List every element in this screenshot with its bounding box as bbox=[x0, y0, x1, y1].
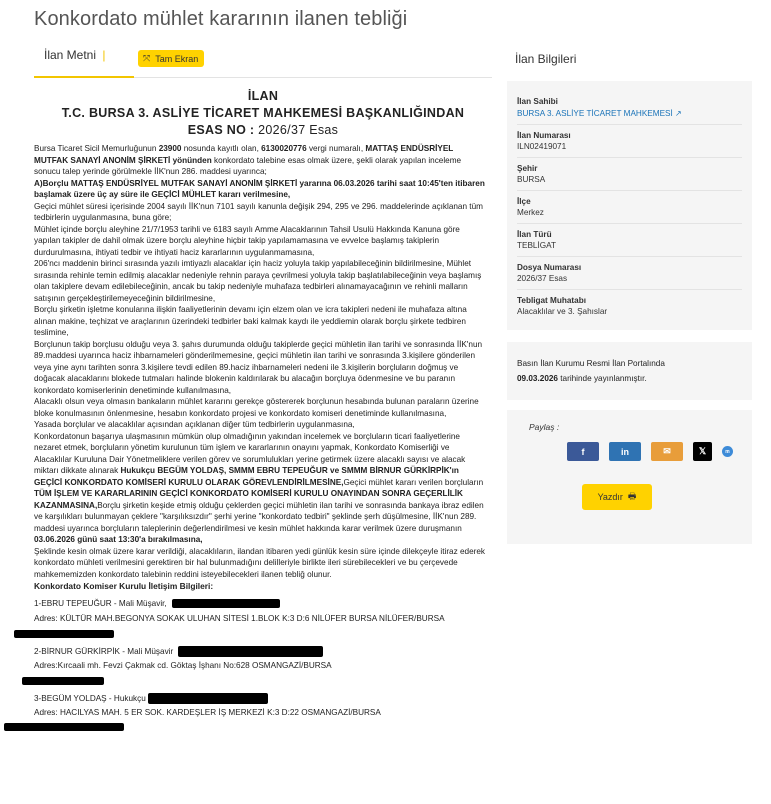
redaction-line bbox=[22, 675, 492, 687]
doc-heading-ilan: İLAN bbox=[247, 89, 279, 103]
komiser-2-name: 2-BİRNUR GÜRKİRPİK - Mali Müşavir bbox=[34, 647, 174, 656]
doc-paragraph: Bursa Ticaret Sicil Memurluğunun 23900 nosunda kayıtlı olan, 6130020776 vergi numaralı, MATTAŞ ENDÜSRİYEL MUTFAK SANAYİ ANONİM ŞİRKETİ yönünden konkordato talebine esas olmak üzere, şekli olarak yapılan inceleme sonucu talep yerinde görülmekle İİK'nun 286. maddesi uyarınca; bbox=[34, 144, 462, 176]
redaction-bar bbox=[172, 599, 280, 608]
info-row-ilce bbox=[517, 191, 742, 224]
x-icon: 𝕏 bbox=[698, 446, 707, 456]
tab-ilan-metni[interactable] bbox=[44, 48, 106, 62]
linkedin-share-button[interactable] bbox=[609, 442, 641, 461]
info-label: Tebligat Muhatabı bbox=[517, 296, 586, 305]
komiser-1 bbox=[34, 598, 492, 610]
ilan-sahibi-value: BURSA 3. ASLİYE TİCARET MAHKEMESİ bbox=[517, 109, 673, 118]
redaction-line bbox=[4, 721, 492, 733]
linkedin-icon: in bbox=[621, 446, 629, 457]
announcement-document bbox=[34, 78, 492, 733]
external-link-icon: ↗ bbox=[675, 109, 682, 118]
fullscreen-button[interactable] bbox=[138, 50, 204, 67]
expand-icon: ⤧ bbox=[143, 53, 151, 63]
publish-info bbox=[507, 342, 752, 400]
page-title: Konkordato mühlet kararının ilanen tebliği bbox=[34, 8, 408, 30]
tab-bar bbox=[34, 42, 492, 78]
info-label: İlan Numarası bbox=[517, 131, 571, 140]
printer-icon: 🖶 bbox=[627, 491, 637, 501]
doc-paragraph: Yasada borçlular ve alacaklılar açısından açıklanan diğer tüm tedbirlerin uygulanmasına, bbox=[34, 420, 355, 429]
komiser-1-name: 1-EBRU TEPEUĞUR - Mali Müşavir, bbox=[34, 599, 167, 608]
komiser-2-address: Adres:Kırcaali mh. Fevzi Çakmak cd. Göktaş İşhanı No:628 OSMANGAZİ/BURSA bbox=[34, 661, 332, 670]
doc-paragraph: A)Borçlu MATTAŞ ENDÜSRİYEL MUTFAK SANAYİ ANONİM ŞİRKETİ yararına 06.03.2026 tarihi saat 10:45'ten itibaren başlamak üzere üç ay süre ile GEÇİCİ MÜHLET kararı verilmesine, bbox=[34, 178, 485, 199]
esas-value: 2026/37 Esas bbox=[258, 123, 339, 137]
info-label: İlan Türü bbox=[517, 230, 552, 239]
email-share-button[interactable] bbox=[651, 442, 683, 461]
info-value: 2026/37 Esas bbox=[517, 274, 568, 283]
doc-heading-esas bbox=[34, 122, 492, 139]
sidebar-title: İlan Bilgileri bbox=[515, 52, 577, 66]
info-value: Merkez bbox=[517, 208, 544, 217]
komiser-3-name: 3-BEGÜM YOLDAŞ - Hukukçu bbox=[34, 694, 146, 703]
doc-body bbox=[34, 143, 492, 580]
esas-label: ESAS NO : bbox=[187, 123, 255, 137]
doc-paragraph: Mühlet içinde borçlu aleyhine 21/7/1953 tarihli ve 6183 sayılı Amme Alacaklarının Tahsil Usulü Hakkında Kanuna göre yapılan takipler de dahil olmak üzere borçlu aleyhine hiçbir takip yapılamamasına ve evvelce başlamış takiplerin durdurulmasına, ihtiyati tedbir ve ihtiyati haciz kararlarının uygulanmamasına, bbox=[34, 224, 460, 257]
redaction-bar bbox=[148, 693, 268, 704]
info-label: Şehir bbox=[517, 164, 538, 173]
doc-paragraph: Borçlunun takip borçlusu olduğu veya 3. şahıs durumunda olduğu takiplerde geçici mühletin ilan tarihi ve sonrasında İİK'nun 89.maddesi uyarınca haciz ihbarnameleri gönderilmemesine, geçici mühletin ilan tarihi ve sonrasında 3.kişilere gönderilen veya yine aynı tarihten sonra 3.kişilere tevdi edilen 89.haciz ihbarnameleri nedeni ile 3.kişilerin borçluların doğmuş ve doğacak alacaklarını blokede tutmaları halinde blokenin kaldırılarak bu alacağın borçluya ödenmesine ve bu paranın konkordato komiserlerinin denetiminde kullanılmasına, bbox=[34, 339, 483, 395]
doc-paragraph: Şeklinde kesin olmak üzere karar verildiği, alacaklıların, ilandan itibaren yedi günlük kesin süre içinde dilekçeyle itiraz ederek konkordato mühleti verilmesini gerektiren bir hal bulunmadığını delilleriyle birlikte ileri sürebilecekleri ve bu çerçevede mahkememizden konkordato talebinin reddini isteyebilecekleri ilanen tebliğ olunur. bbox=[34, 546, 485, 579]
envelope-icon: ✉ bbox=[663, 446, 671, 456]
mastodon-share-button[interactable] bbox=[722, 446, 733, 457]
share-box bbox=[507, 410, 752, 544]
publish-date-line bbox=[517, 371, 742, 386]
info-value: ILN02419071 bbox=[517, 142, 567, 151]
info-label: İlan Sahibi bbox=[517, 97, 558, 106]
share-label: Paylaş : bbox=[529, 422, 560, 432]
facebook-icon: f bbox=[581, 446, 585, 457]
mastodon-icon: m bbox=[725, 448, 730, 455]
komiser-contact-section bbox=[34, 580, 492, 733]
info-label: Dosya Numarası bbox=[517, 263, 582, 272]
ilan-sahibi-link[interactable] bbox=[517, 108, 742, 118]
info-label: İlçe bbox=[517, 197, 531, 206]
publish-text: Basın İlan Kurumu Resmi İlan Portalında bbox=[517, 359, 665, 368]
redaction-bar bbox=[178, 646, 323, 657]
tab-separator: | bbox=[102, 48, 106, 62]
publish-text-suffix: tarihinde yayınlanmıştır. bbox=[557, 374, 647, 383]
print-label: Yazdır bbox=[597, 492, 623, 502]
info-row-ilan-numarasi bbox=[517, 125, 742, 158]
info-row-sehir bbox=[517, 158, 742, 191]
info-box bbox=[507, 81, 752, 330]
doc-paragraph: Alacaklı olsun veya olmasın bankaların mühlet kararını gerekçe göstererek borçlunun hesabında bulunan paraların üzerine bloke konulmasının önlenmesine, hesabın konkordato projesi ve konkordato komiseri denetiminde kullanılmasına, bbox=[34, 397, 479, 418]
publish-date: 09.03.2026 bbox=[517, 374, 558, 383]
komiser-title: Konkordato Komiser Kurulu İletişim Bilgileri: bbox=[34, 581, 214, 591]
x-share-button[interactable] bbox=[693, 442, 712, 461]
komiser-2 bbox=[34, 646, 492, 658]
print-button[interactable] bbox=[582, 484, 652, 510]
info-row-tebligat-muhatabi bbox=[517, 290, 742, 322]
komiser-3-address: Adres: HACILYAS MAH. 5 ER SOK. KARDEŞLER İŞ MERKEZİ K:3 D:22 OSMANGAZİ/BURSA bbox=[34, 708, 381, 717]
redaction-line bbox=[14, 628, 492, 640]
doc-paragraph: 206'ncı maddenin birinci sırasında yazılı imtiyazlı alacaklar için haciz yoluyla takip yapılabileceğinin bildirilmesine, Mühlet sırasında rehinle temin edilmiş alacaklar nedeniyle rehnin paraya çevrilmesi yoluyla takip başlatılabileceğinin veya başlamış olan takiplere devam edilebileceğinin, ancak bu takip nedeniyle muhafaza tedbirleri alınamayacağının ve rehinli malların satışının gerçekleştirilemeyeceğinin bildirilmesine, bbox=[34, 259, 482, 303]
doc-paragraph: Borçlu şirketin işletme konularına ilişkin faaliyetlerinin devamı için elzem olan ve icra takipleri nedeni ile muhafaza altına alınan makine, teçhizat ve araçlarının üzerindeki tedbirler baki kalmak kaydı ile yeddiemin olarak borçlu şirkete tedbiren teslimine, bbox=[34, 305, 467, 337]
facebook-share-button[interactable] bbox=[567, 442, 599, 461]
info-value: BURSA bbox=[517, 175, 546, 184]
info-sidebar bbox=[507, 42, 752, 544]
info-row-ilan-sahibi bbox=[517, 91, 742, 125]
komiser-1-address: Adres: KÜLTÜR MAH.BEGONYA SOKAK ULUHAN SİTESİ 1.BLOK K:3 D:6 NİLÜFER BURSA NİLÜFER/BURSA bbox=[34, 614, 445, 623]
info-value: Alacaklılar ve 3. Şahıslar bbox=[517, 307, 608, 316]
info-row-ilan-turu bbox=[517, 224, 742, 257]
doc-paragraph: Konkordatonun başarıya ulaşmasının mümkün olup olmadığının yakından incelemek ve borçluların ticari faaliyetlerine nezaret etmek, borçluların yönetim kurulunun tüm işlem ve kararlarının onayını yapmak, Konkordato Komiserliği ve Alacaklılar Kuruluna Dair Yönetmeliklere verilen görev ve sorumlulukları yerine getirmek üzere alacaklı sayısı ve alacak miktarı dikkate alınarak Hukukçu BEGÜM YOLDAŞ, SMMM EBRU TEPEUĞUR ve SMMM BİRNUR GÜRKİRPİK'ın GEÇİCİ KONKORDATO KOMİSERİ KURULU OLARAK GÖREVLENDİRİLMESİNE,Geçici mühlet kararı verilen borçluların TÜM İŞLEM VE KARARLARININ GEÇİCİ KONKORDATO KOMİSERİ KURULU ONAYINDAN SONRA GEÇERLİLİK KAZANMASINA,Borçlu şirketin keşide etmiş olduğu çeklerden geçici mühletin ilan tarihi ve sonrasında bankaya ibraz edilen ve karşılıkları bulunmayan çeklere "karşılıksızdır" şerhi yerine "konkordato tedbiri" şeklinde şerh düşülmesine, İİK'nun 289. maddesi uyarınca borçluların taleplerinin değerlendirilmesi ve kesin mühlet hakkında karar verilmek üzere duruşmanın 03.06.2026 günü saat 13:30'a bırakılmasına, bbox=[34, 431, 484, 544]
share-buttons bbox=[567, 442, 742, 461]
doc-heading-court: T.C. BURSA 3. ASLİYE TİCARET MAHKEMESİ BAŞKANLIĞINDAN bbox=[61, 106, 465, 120]
info-row-dosya-numarasi bbox=[517, 257, 742, 290]
doc-paragraph: Geçici mühlet süresi içerisinde 2004 sayılı İİK'nun 7101 sayılı kanunla değişik 294, 295 ve 296. maddelerinde açıklanan tüm tedbirlerin uygulanmasına, buna göre; bbox=[34, 201, 483, 222]
komiser-3 bbox=[34, 693, 492, 705]
fullscreen-label: Tam Ekran bbox=[155, 53, 199, 64]
tab-ilan-metni-label: İlan Metni bbox=[44, 48, 97, 62]
tab-active-indicator bbox=[34, 76, 134, 78]
announcement-main bbox=[34, 42, 492, 733]
info-value: TEBLİGAT bbox=[517, 241, 556, 250]
